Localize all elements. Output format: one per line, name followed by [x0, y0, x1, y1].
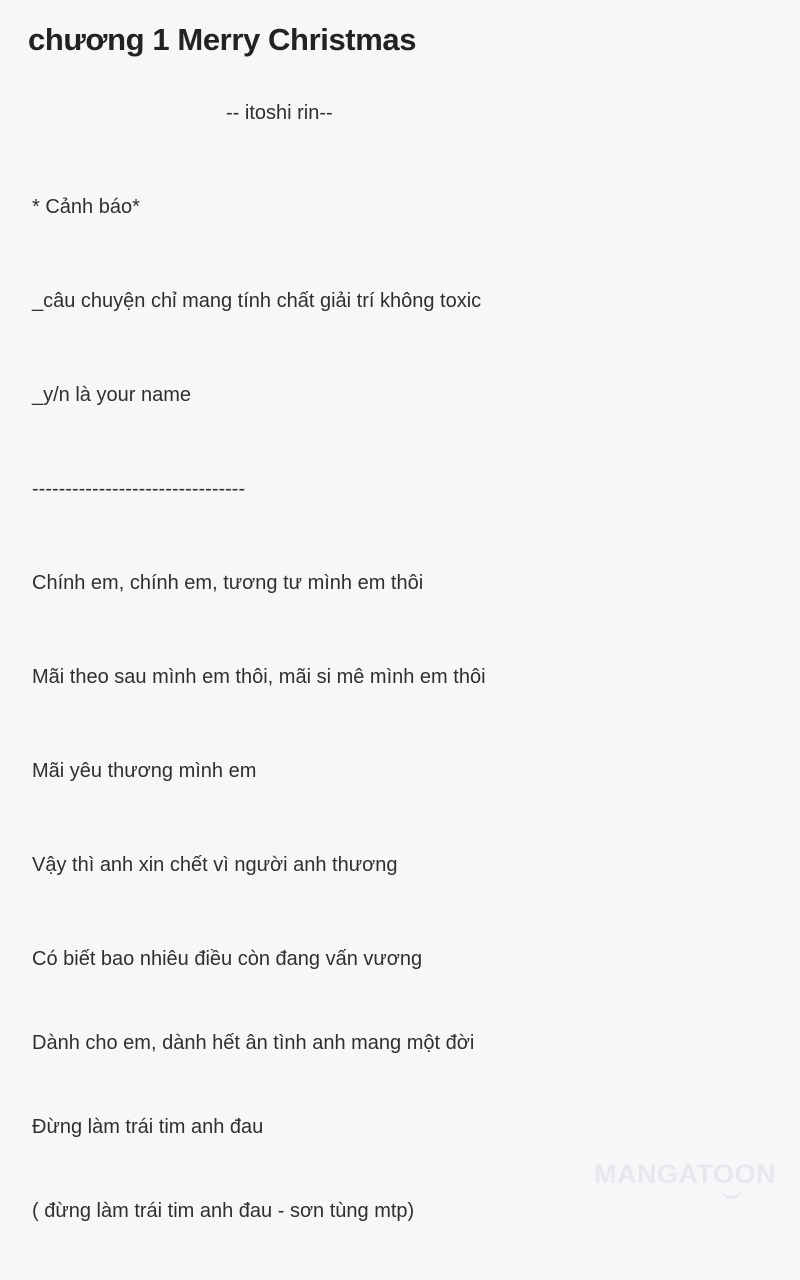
content-line: Có biết bao nhiêu điều còn đang vấn vương	[32, 948, 423, 970]
mangatoon-watermark	[594, 1158, 774, 1200]
content-line: Mãi theo sau mình em thôi, mãi si mê mình em thôi	[32, 666, 486, 688]
content-line: Mãi yêu thương mình em	[32, 760, 257, 782]
chapter-title: chương 1 Merry Christmas	[28, 22, 417, 57]
watermark-text: MANGATOON	[594, 1159, 776, 1189]
content-line: ( đừng làm trái tim anh đau - sơn tùng mtp)	[32, 1200, 415, 1222]
warning-heading: * Cảnh báo*	[32, 196, 140, 218]
content-line: Dành cho em, dành hết ân tình anh mang một đời	[32, 1032, 475, 1054]
watermark-smile-icon	[720, 1186, 742, 1199]
content-line: Vậy thì anh xin chết vì người anh thương	[32, 854, 398, 876]
content-line: _câu chuyện chỉ mang tính chất giải trí không toxic	[32, 290, 482, 312]
content-line: Chính em, chính em, tương tư mình em thôi	[32, 572, 424, 594]
author-line: -- itoshi rin--	[226, 102, 333, 124]
content-line: Đừng làm trái tim anh đau	[32, 1116, 264, 1138]
content-line: _y/n là your name	[32, 384, 191, 406]
separator-line: --------------------------------	[32, 478, 246, 500]
